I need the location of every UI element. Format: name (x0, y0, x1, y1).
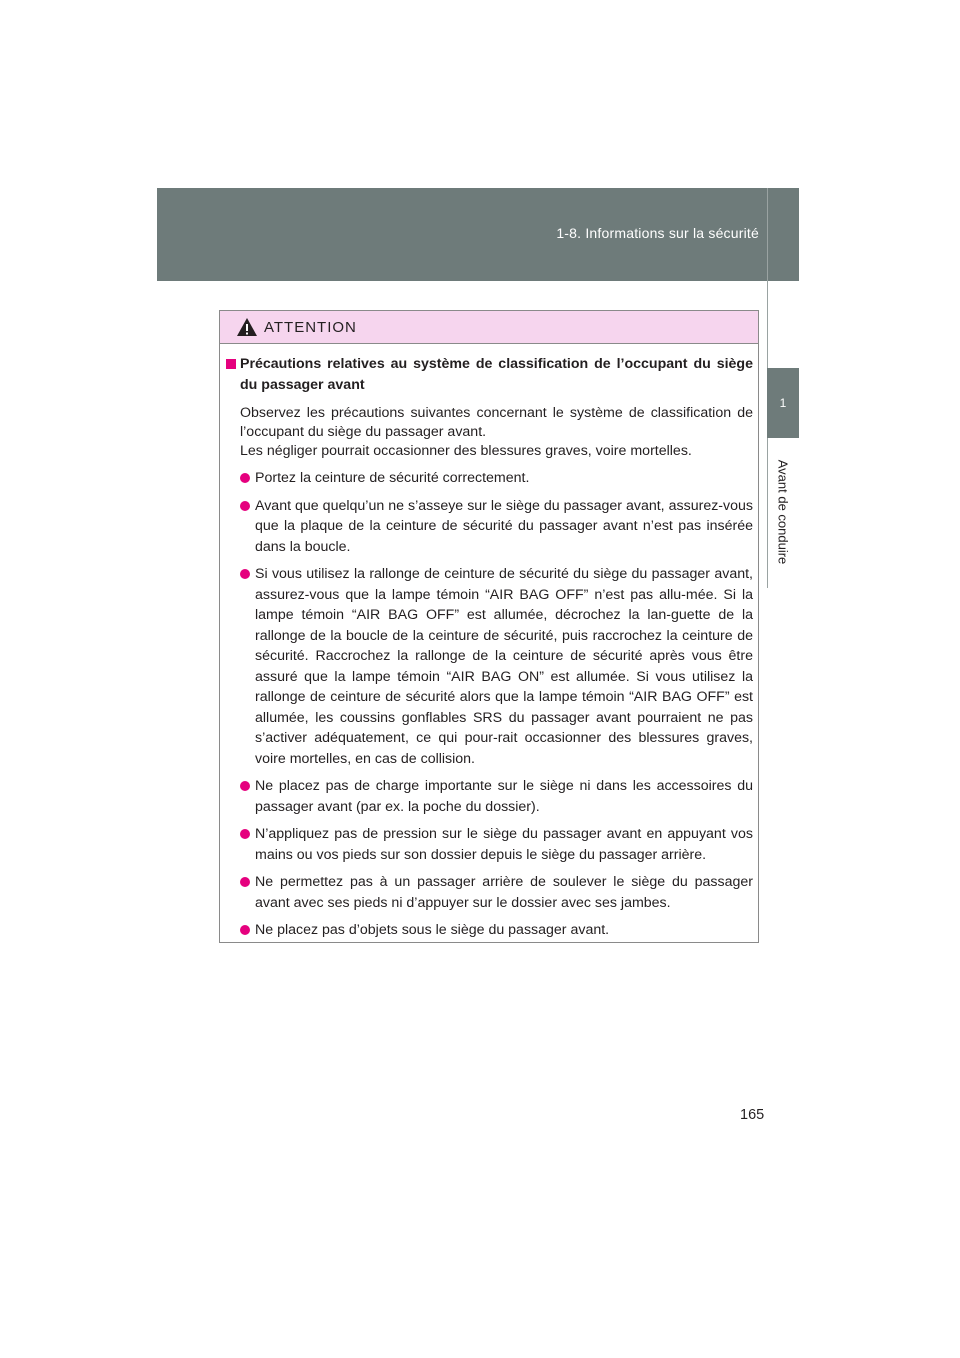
bullet-dot-icon (240, 569, 250, 579)
list-item: Portez la ceinture de sécurité correctement. (240, 468, 753, 489)
list-item: Ne placez pas de charge importante sur le siège ni dans les accessoires du passager avant (par ex. la poche du dossier). (240, 776, 753, 817)
bullet-dot-icon (240, 829, 250, 839)
warning-intro (226, 404, 753, 461)
list-item: Si vous utilisez la rallonge de ceinture de sécurité du siège du passager avant, assurez-vous que la lampe témoin “AIR BAG OFF” n’est pas allu-mée. Si la lampe témoin “AIR BAG OFF” est allumée, décrochez la lan-guette de la rallonge de la boucle de la ceinture de sécurité, puis raccrochez la ceinture de sécurité. Raccrochez la rallonge de la ceinture de sécurité après vous être assuré que la lampe témoin “AIR BAG ON” est allumée. Si vous utilisez la rallonge de ceinture de sécurité alors que la lampe témoin “AIR BAG OFF” est allumée, les coussins gonflables SRS du passager avant pourraient ne pas s’activer adéquatement, ce qui pour-rait occasionner des blessures graves, voire mortelles, en cas de collision. (240, 564, 753, 769)
intro-line: Les négliger pourrait occasionner des blessures graves, voire mortelles. (240, 443, 692, 459)
list-item: Avant que quelqu’un ne s’asseye sur le siège du passager avant, assurez-vous que la plaque de la ceinture de sécurité du passager avant n’est pas insérée dans la boucle. (240, 496, 753, 558)
precautions-list (226, 468, 753, 941)
square-bullet-icon (226, 359, 236, 369)
bullet-dot-icon (240, 473, 250, 483)
bullet-dot-icon (240, 501, 250, 511)
header-band (157, 188, 799, 281)
warning-box (219, 310, 759, 943)
chapter-number: 1 (779, 396, 787, 410)
chapter-label: Avant de conduire (775, 459, 791, 565)
list-item: Ne permettez pas à un passager arrière de soulever le siège du passager avant avec ses pieds ni d’appuyer sur le dossier avec ses jambes. (240, 872, 753, 913)
warning-body (220, 344, 758, 941)
section-title: 1-8. Informations sur la sécurité (556, 225, 759, 241)
bullet-dot-icon (240, 781, 250, 791)
page-number: 165 (740, 1107, 765, 1123)
warning-triangle-icon (236, 317, 258, 337)
warning-topic (226, 354, 753, 396)
list-item: N’appliquez pas de pression sur le siège du passager avant en appuyant vos mains ou vos pieds sur son dossier depuis le siège du passager arrière. (240, 824, 753, 865)
chapter-tab (767, 368, 799, 438)
bullet-dot-icon (240, 877, 250, 887)
intro-line: Observez les précautions suivantes concernant le système de classification de l’occupant du siège du passager avant. (240, 405, 753, 440)
warning-topic-text: Précautions relatives au système de classification de l’occupant du siège du passager avant (240, 356, 753, 393)
warning-title: ATTENTION (264, 318, 357, 336)
warning-header (220, 311, 758, 344)
bullet-dot-icon (240, 925, 250, 935)
list-item: Ne placez pas d’objets sous le siège du passager avant. (240, 920, 753, 941)
